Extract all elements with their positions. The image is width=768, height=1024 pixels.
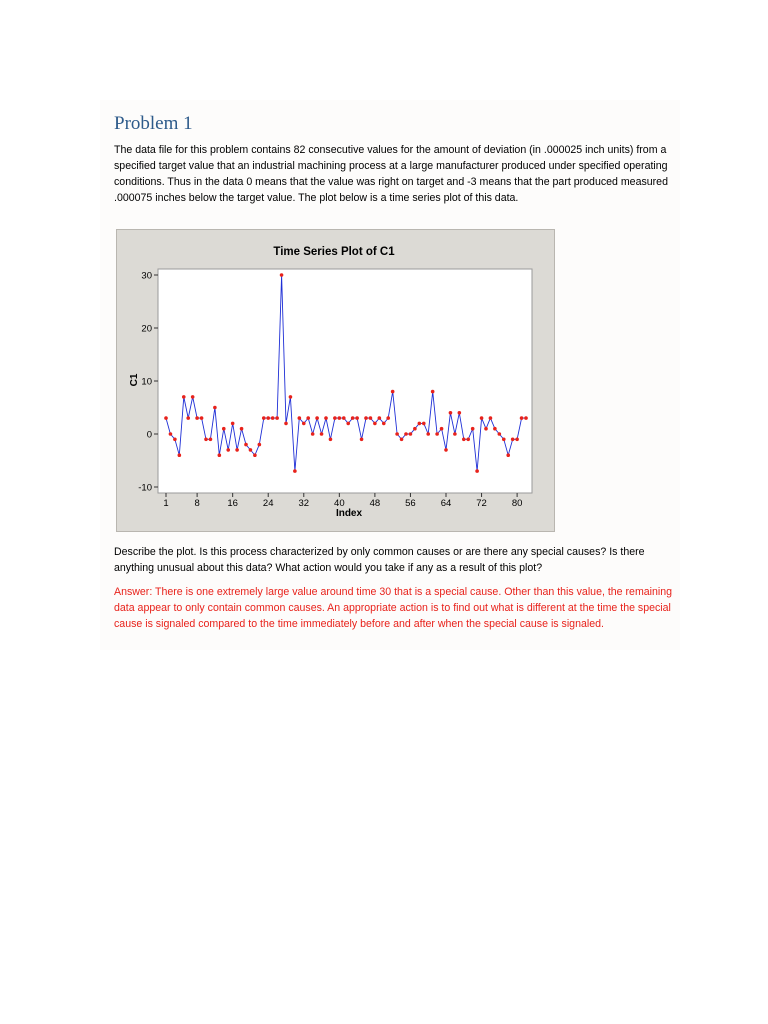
data-point <box>426 432 430 436</box>
data-point <box>520 416 524 420</box>
data-point <box>311 432 315 436</box>
data-point <box>453 432 457 436</box>
chart-figure <box>116 229 555 532</box>
answer-paragraph: Answer: There is one extremely large value around time 30 that is a special cause. Other than this value, the remaining data appear to only contain common causes. An appropriate action is to find out what is different at the time the special cause is signaled compared to the time immediately before and after when the special cause is signaled. <box>114 586 673 630</box>
data-point <box>253 453 257 457</box>
data-point <box>213 406 217 410</box>
chart-title: Time Series Plot of C1 <box>273 246 395 258</box>
data-point <box>280 273 284 277</box>
data-point <box>324 416 328 420</box>
data-point <box>404 432 408 436</box>
data-point <box>346 422 350 426</box>
x-tick-label: 1 <box>163 498 169 509</box>
time-series-chart <box>117 230 554 531</box>
x-tick-label: 56 <box>405 498 416 509</box>
data-point <box>169 432 173 436</box>
data-point <box>413 427 417 431</box>
data-point <box>315 416 319 420</box>
data-point <box>218 453 222 457</box>
data-point <box>440 427 444 431</box>
data-point <box>462 438 466 442</box>
data-point <box>231 422 235 426</box>
x-tick-label: 32 <box>298 498 310 509</box>
data-point <box>240 427 244 431</box>
data-point <box>369 416 373 420</box>
data-point <box>378 416 382 420</box>
data-point <box>302 422 306 426</box>
data-point <box>249 448 253 452</box>
data-point <box>458 411 462 415</box>
y-tick-label: 20 <box>141 323 152 335</box>
data-point <box>235 448 239 452</box>
data-point <box>480 416 484 420</box>
data-point <box>298 416 302 420</box>
x-tick-label: 80 <box>511 498 523 509</box>
x-tick-label: 24 <box>262 498 274 509</box>
x-tick-label: 64 <box>440 498 452 509</box>
data-point <box>391 390 395 394</box>
data-point <box>511 438 515 442</box>
data-point <box>195 416 199 420</box>
data-point <box>493 427 497 431</box>
y-tick-label: 30 <box>141 270 152 282</box>
x-tick-label: 8 <box>194 498 200 509</box>
data-point <box>395 432 399 436</box>
data-point <box>338 416 342 420</box>
data-point <box>449 411 453 415</box>
data-point <box>209 438 213 442</box>
data-point <box>266 416 270 420</box>
data-point <box>204 438 208 442</box>
data-point <box>289 395 293 399</box>
data-point <box>431 390 435 394</box>
y-tick-label: 10 <box>141 376 152 388</box>
data-point <box>515 438 519 442</box>
data-point <box>466 438 470 442</box>
data-point <box>524 416 528 420</box>
problem-title: Problem 1 <box>114 113 193 134</box>
data-point <box>186 416 190 420</box>
data-point <box>284 422 288 426</box>
data-point <box>182 395 186 399</box>
data-point <box>333 416 337 420</box>
data-point <box>306 416 310 420</box>
data-point <box>386 416 390 420</box>
data-point <box>200 416 204 420</box>
data-point <box>222 427 226 431</box>
data-point <box>435 432 439 436</box>
data-point <box>271 416 275 420</box>
y-tick-label: 0 <box>146 429 152 441</box>
data-point <box>164 416 168 420</box>
data-point <box>502 438 506 442</box>
data-point <box>191 395 195 399</box>
y-tick-label: -10 <box>138 482 152 494</box>
data-point <box>360 438 364 442</box>
data-point <box>364 416 368 420</box>
data-point <box>329 438 333 442</box>
data-point <box>342 416 346 420</box>
intro-paragraph: The data file for this problem contains 82 consecutive values for the amount of deviation (in .000025 inch units) from a specified target value that an industrial machining process at a large manufacturer produced under specified operating conditions. Thus in the data 0 means that the value was right on target and -3 means that the part produced measured .000075 inches below the target value. The plot below is a time series plot of this data. <box>114 144 668 204</box>
data-point <box>444 448 448 452</box>
data-point <box>178 453 182 457</box>
data-point <box>409 432 413 436</box>
x-tick-label: 40 <box>334 498 345 509</box>
x-tick-label: 16 <box>227 498 238 509</box>
data-point <box>506 453 510 457</box>
data-point <box>422 422 426 426</box>
data-point <box>262 416 266 420</box>
data-point <box>400 438 404 442</box>
data-point <box>258 443 262 447</box>
data-point <box>382 422 386 426</box>
x-tick-label: 48 <box>369 498 381 509</box>
data-point <box>226 448 230 452</box>
question-paragraph: Describe the plot. Is this process characterized by only common causes or are there any special causes? Is there anything unusual about this data? What action would you take if any as a result of this plot? <box>114 546 645 574</box>
data-point <box>418 422 422 426</box>
data-point <box>484 427 488 431</box>
data-point <box>173 438 177 442</box>
data-point <box>471 427 475 431</box>
data-point <box>293 469 297 473</box>
data-point <box>351 416 355 420</box>
data-point <box>498 432 502 436</box>
x-axis-label: Index <box>335 508 363 519</box>
data-point <box>275 416 279 420</box>
data-point <box>373 422 377 426</box>
data-point <box>355 416 359 420</box>
x-tick-label: 72 <box>476 498 487 509</box>
data-point <box>244 443 248 447</box>
data-point <box>475 469 479 473</box>
y-axis-label: C1 <box>129 373 140 387</box>
data-point <box>489 416 493 420</box>
data-point <box>320 432 324 436</box>
